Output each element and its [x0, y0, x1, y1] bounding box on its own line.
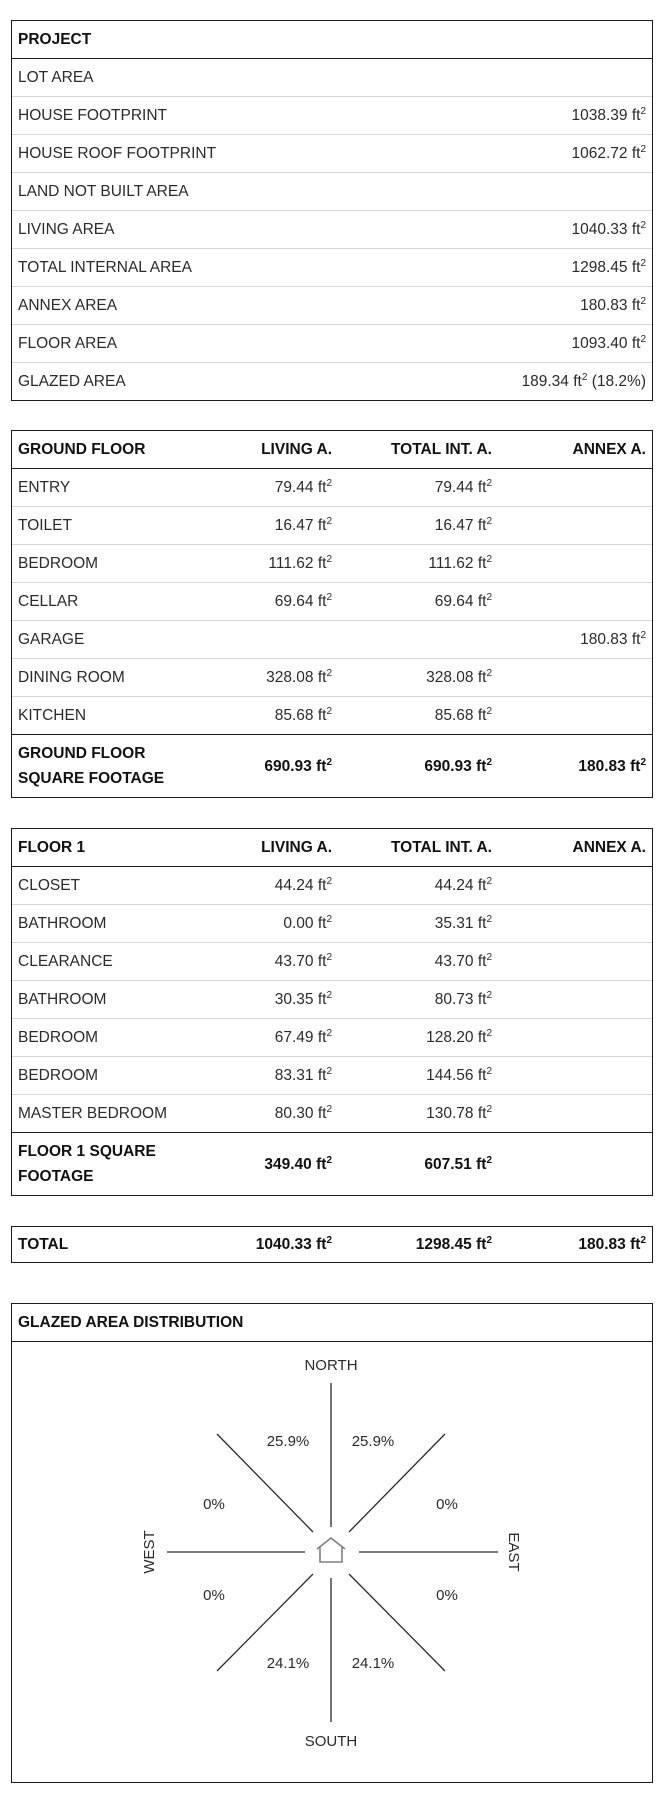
row-value: 180.83 $ft^2$: [580, 295, 646, 314]
row-label: FLOOR AREA: [18, 334, 118, 352]
row-value: 1038.39 $ft^2$: [571, 105, 646, 124]
annex-area-value: 180.83 $ft^2$: [580, 629, 646, 648]
summary-living: 349.40 $ft^2$: [264, 1154, 332, 1173]
table-row: [12, 506, 652, 544]
total-annex: 180.83 $ft^2$: [578, 1234, 646, 1253]
table-row: [12, 248, 652, 286]
pct-ese: 0%: [436, 1587, 458, 1604]
summary-label-line2: FOOTAGE: [18, 1168, 94, 1185]
table-row: [12, 286, 652, 324]
room-name: CELLAR: [18, 592, 79, 610]
ground-floor-summary-row: [12, 734, 652, 797]
room-name: KITCHEN: [18, 706, 87, 724]
pct-sse: 24.1%: [351, 1655, 395, 1672]
summary-label-line1: FLOOR 1 SQUARE: [18, 1143, 156, 1160]
summary-total: 690.93 $ft^2$: [424, 756, 492, 775]
glazed-title: GLAZED AREA DISTRIBUTION: [12, 1304, 652, 1342]
room-name: DINING ROOM: [18, 668, 125, 686]
pct-wnw: 0%: [203, 1496, 225, 1513]
project-table: [11, 20, 653, 401]
table-row: [12, 59, 652, 96]
floor1-header: [12, 829, 652, 867]
total-internal-value: 16.47 $ft^2$: [434, 515, 492, 534]
project-title: PROJECT: [18, 30, 92, 48]
header-living-area: LIVING A.: [261, 440, 332, 458]
summary-label-line1: GROUND FLOOR: [18, 745, 146, 762]
total-internal-value: 111.62 $ft^2$: [428, 553, 492, 572]
total-internal-value: 35.31 $ft^2$: [434, 913, 492, 932]
header-room: FLOOR 1: [18, 838, 86, 856]
header-annex-area: ANNEX A.: [572, 440, 646, 458]
living-area-value: 43.70 $ft^2$: [274, 951, 332, 970]
table-row: [12, 1056, 652, 1094]
total-internal-value: 80.73 $ft^2$: [434, 989, 492, 1008]
living-area-value: 85.68 $ft^2$: [274, 705, 332, 724]
row-label: LIVING AREA: [18, 220, 115, 238]
room-name: TOILET: [18, 516, 72, 534]
total-internal-value: 85.68 $ft^2$: [434, 705, 492, 724]
total-internal-value: 144.56 $ft^2$: [426, 1065, 492, 1084]
living-area-value: 67.49 $ft^2$: [274, 1027, 332, 1046]
living-area-value: 16.47 $ft^2$: [274, 515, 332, 534]
pct-ssw: 24.1%: [266, 1655, 310, 1672]
row-value: 1040.33 $ft^2$: [571, 219, 646, 238]
summary-label: [12, 1139, 202, 1189]
table-row: [12, 469, 652, 506]
header-living-area: LIVING A.: [261, 838, 332, 856]
ground-floor-table: [11, 430, 653, 798]
room-name: ENTRY: [18, 478, 71, 496]
table-row: [12, 867, 652, 904]
living-area-value: 80.30 $ft^2$: [274, 1103, 332, 1122]
total-internal-value: 79.44 $ft^2$: [434, 477, 492, 496]
total-internal: 1298.45 $ft^2$: [415, 1234, 492, 1253]
label-north: NORTH: [304, 1357, 358, 1374]
row-label: HOUSE FOOTPRINT: [18, 106, 167, 124]
table-row: [12, 172, 652, 210]
table-row: [12, 1094, 652, 1132]
pct-nne: 25.9%: [351, 1433, 395, 1450]
living-area-value: 328.08 $ft^2$: [266, 667, 332, 686]
living-area-value: 79.44 $ft^2$: [274, 477, 332, 496]
total-internal-value: 328.08 $ft^2$: [426, 667, 492, 686]
row-label: LOT AREA: [18, 68, 94, 86]
living-area-value: 0.00 $ft^2$: [283, 913, 332, 932]
summary-annex: 180.83 $ft^2$: [578, 756, 646, 775]
floor1-table: [11, 828, 653, 1196]
table-row: [12, 96, 652, 134]
room-name: BEDROOM: [18, 554, 99, 572]
house-icon: [317, 1538, 345, 1562]
room-name: BEDROOM: [18, 1066, 99, 1084]
summary-label: [12, 741, 202, 791]
row-value: 1062.72 $ft^2$: [571, 143, 646, 162]
row-label: ANNEX AREA: [18, 296, 118, 314]
glazed-area-distribution: [11, 1303, 653, 1783]
pct-wsw: 0%: [203, 1587, 225, 1604]
compass-diagram: [12, 1342, 651, 1782]
total-internal-value: 128.20 $ft^2$: [426, 1027, 492, 1046]
summary-total: 607.51 $ft^2$: [424, 1154, 492, 1173]
row-label: HOUSE ROOF FOOTPRINT: [18, 144, 217, 162]
total-internal-value: 69.64 $ft^2$: [434, 591, 492, 610]
pct-ene: 0%: [436, 1496, 458, 1513]
row-value: 1093.40 $ft^2$: [571, 333, 646, 352]
room-name: CLEARANCE: [18, 952, 113, 970]
header-room: GROUND FLOOR: [18, 440, 146, 458]
total-row: [12, 1227, 652, 1262]
total-label: TOTAL: [18, 1235, 69, 1253]
table-row: [12, 942, 652, 980]
room-name: BEDROOM: [18, 1028, 99, 1046]
table-row: [12, 696, 652, 734]
table-row: [12, 620, 652, 658]
ground-floor-header: [12, 431, 652, 469]
summary-living: 690.93 $ft^2$: [264, 756, 332, 775]
table-row: [12, 980, 652, 1018]
living-area-value: 44.24 $ft^2$: [274, 875, 332, 894]
header-total-internal-area: TOTAL INT. A.: [390, 440, 492, 458]
row-value: 189.34 $ft^2$ (18.2%): [521, 371, 646, 390]
table-row: [12, 362, 652, 400]
row-label: LAND NOT BUILT AREA: [18, 182, 189, 200]
total-internal-value: 44.24 $ft^2$: [434, 875, 492, 894]
table-row: [12, 544, 652, 582]
table-row: [12, 324, 652, 362]
room-name: CLOSET: [18, 876, 81, 894]
header-total-internal-area: TOTAL INT. A.: [390, 838, 492, 856]
table-row: [12, 210, 652, 248]
table-row: [12, 904, 652, 942]
label-south: SOUTH: [304, 1733, 358, 1750]
row-label: GLAZED AREA: [18, 372, 126, 390]
room-name: BATHROOM: [18, 914, 107, 932]
living-area-value: 69.64 $ft^2$: [274, 591, 332, 610]
total-living: 1040.33 $ft^2$: [255, 1234, 332, 1253]
table-row: [12, 134, 652, 172]
floor1-summary-row: [12, 1132, 652, 1195]
room-name: BATHROOM: [18, 990, 107, 1008]
living-area-value: 30.35 $ft^2$: [274, 989, 332, 1008]
room-name: MASTER BEDROOM: [18, 1104, 167, 1122]
table-row: [12, 658, 652, 696]
summary-label-line2: SQUARE FOOTAGE: [18, 770, 165, 787]
total-internal-value: 43.70 $ft^2$: [434, 951, 492, 970]
pct-nnw: 25.9%: [266, 1433, 310, 1450]
living-area-value: 83.31 $ft^2$: [274, 1065, 332, 1084]
total-table: [11, 1226, 653, 1263]
row-label: TOTAL INTERNAL AREA: [18, 258, 192, 276]
table-row: [12, 582, 652, 620]
header-annex-area: ANNEX A.: [572, 838, 646, 856]
room-name: GARAGE: [18, 630, 85, 648]
project-header: [12, 21, 652, 59]
table-row: [12, 1018, 652, 1056]
row-value: 1298.45 $ft^2$: [571, 257, 646, 276]
label-east: EAST: [505, 1532, 522, 1572]
living-area-value: 111.62 $ft^2$: [268, 553, 332, 572]
total-internal-value: 130.78 $ft^2$: [426, 1103, 492, 1122]
label-west: WEST: [141, 1530, 158, 1574]
